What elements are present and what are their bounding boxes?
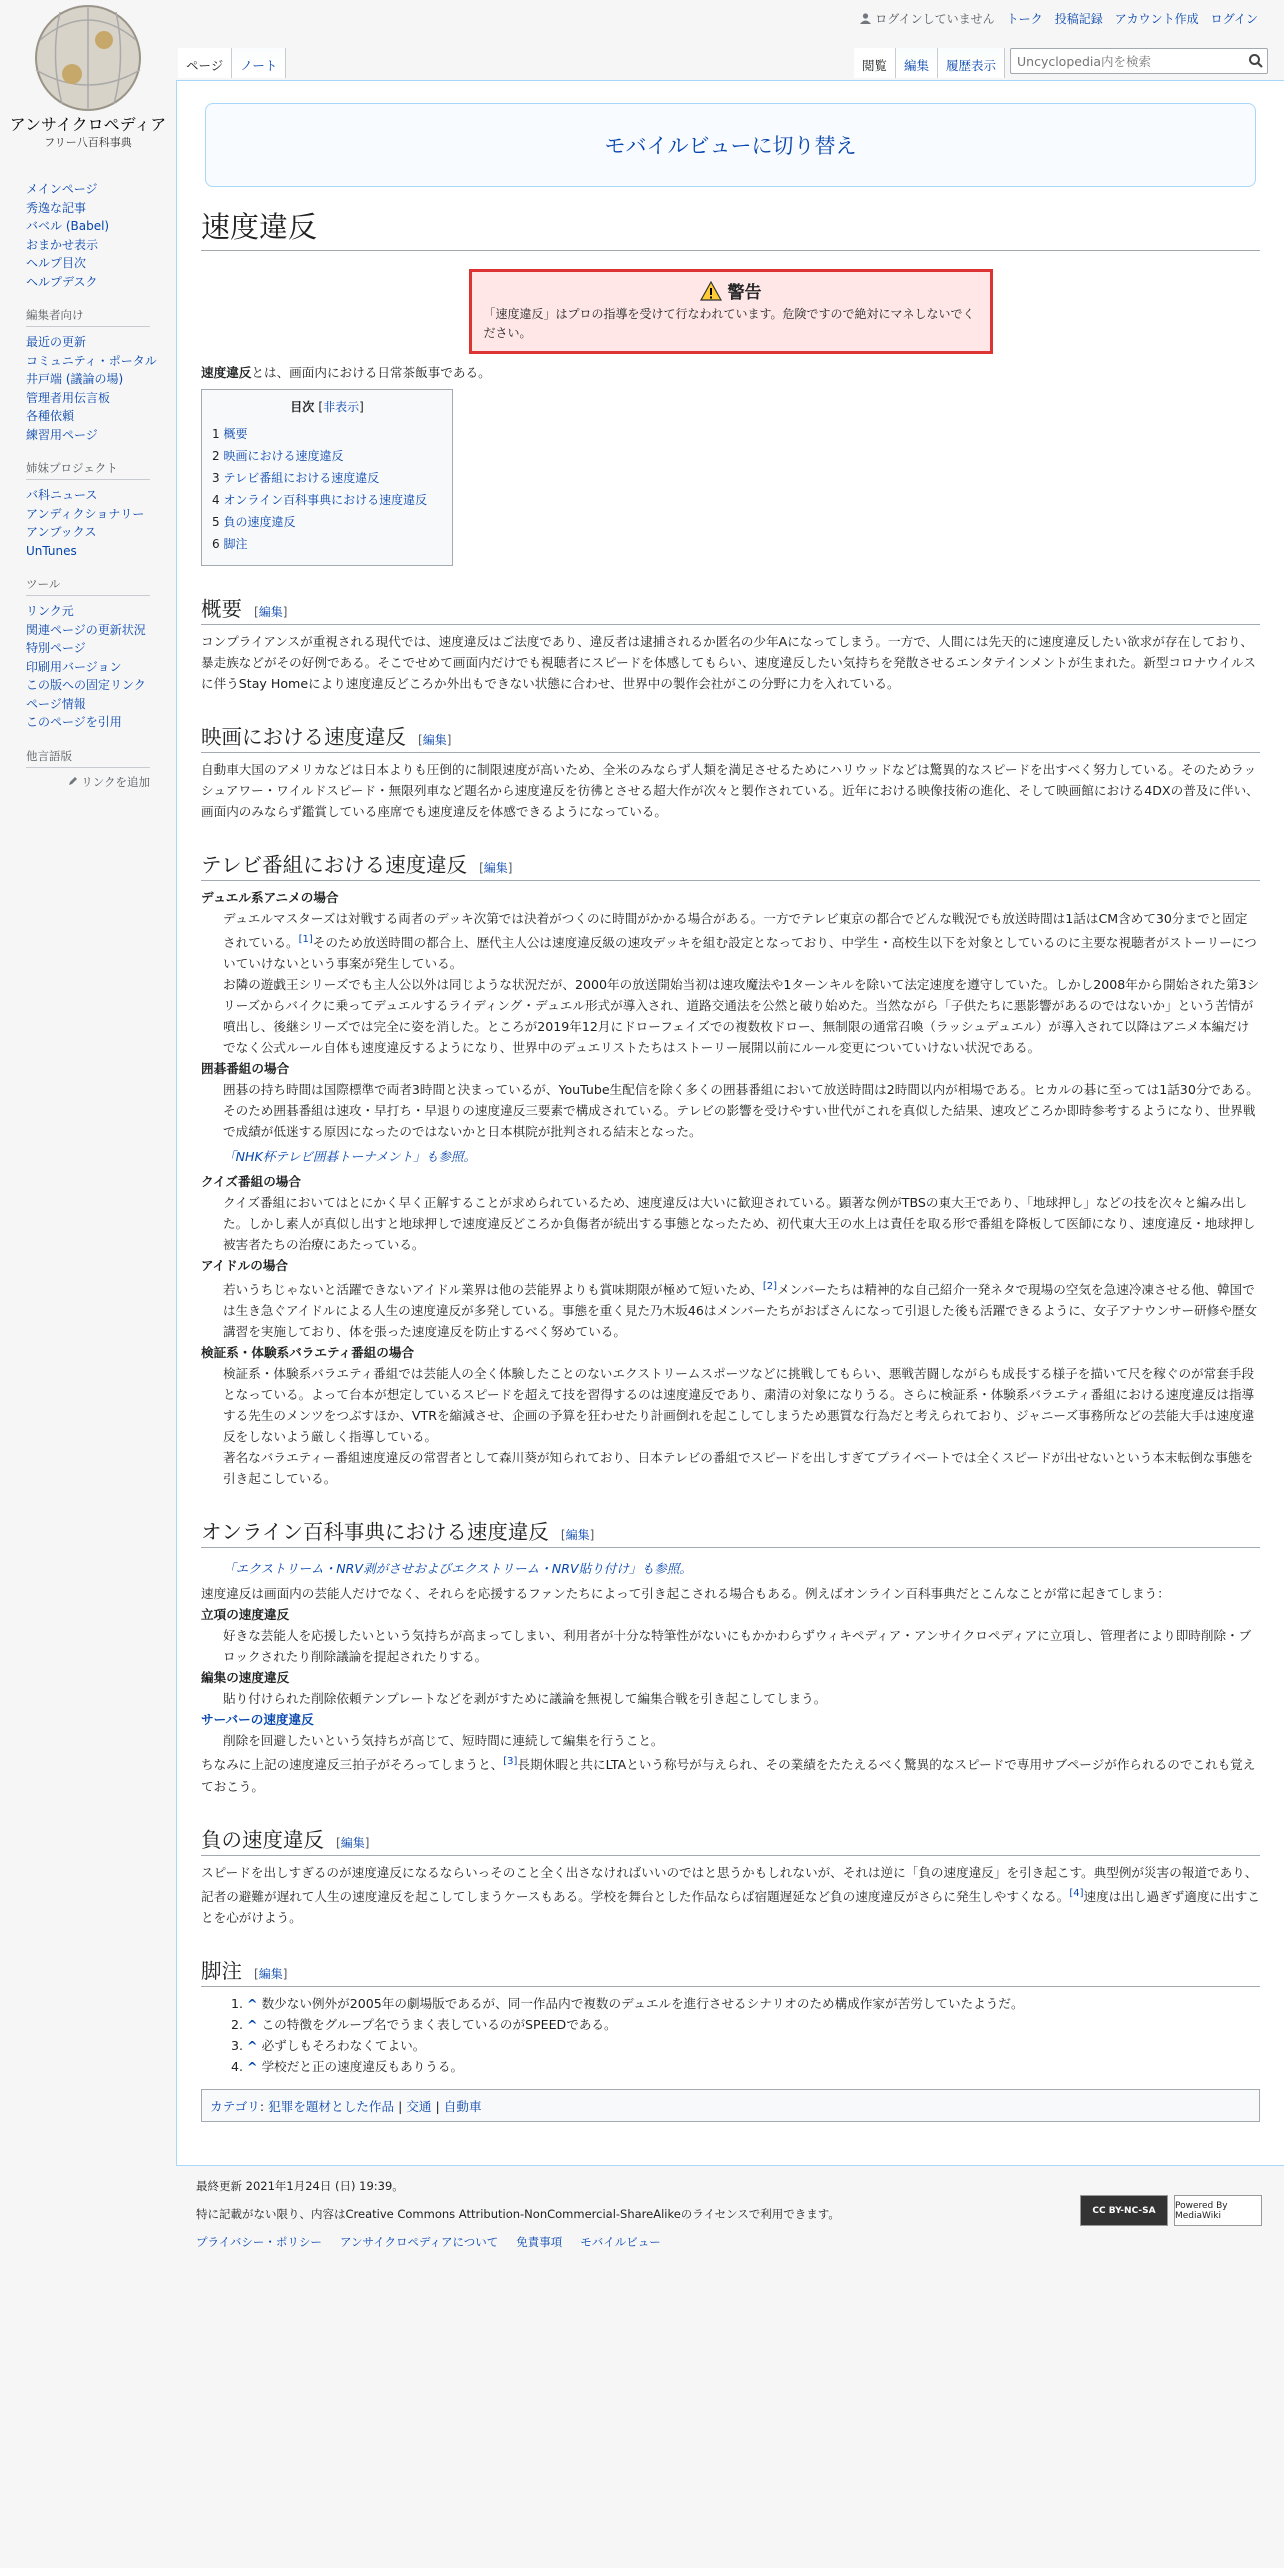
definition-term: サーバーの速度違反 [201,1712,314,1728]
footer-privacy[interactable]: プライバシー・ポリシー [196,2235,322,2249]
category-links: カテゴリ: 犯罪を題材とした作品 | 交通 | 自動車 [201,2089,1260,2122]
user-icon [860,13,871,24]
definition-text: デュエルマスターズは対戦する両者のデッキ次第では決着がつくのに時間がかかる場合がある。一方でテレビ東京の都合でどんな戦況でも放送時間は1話はCM含めて30分までと固定されている。[1]そのため放送時間の都合上、歴代主人公は速度違反級の速攻デッキを組む設定となっており、中学生・高校生以下を対象としているのに主要な視聴者がストーリーについていけないという事案が発生している。 [223,911,1257,972]
reference-item: 1. ^ 数少ない例外が2005年の劇場版であるが、同一作品内で複数のデュエルを進行させるシナリオのため構成作家が苦労していたようだ。 [247,1993,1260,2014]
reference-item: 4. ^ 学校だと正の速度違反もありうる。 [247,2056,1260,2077]
reference-item: 3. ^ 必ずしもそろわなくてよい。 [247,2035,1260,2056]
toc-item[interactable]: 映画における速度違反 [223,449,344,463]
overview-paragraph: コンプライアンスが重視される現代では、速度違反はご法度であり、違反者は逮捕されるか匿名の少年Aになってしまう。一方で、人間には先天的に速度違反したい欲求が存在しており、暴走族などがその好例である。そこでせめて画面内だけでも視聴者にスピードを体感してもらい、速度違反したい気持ちを発散させるエンタテインメントが生まれた。新型コロナウイルスに伴うStay Homeにより速度違反どころか外出もできない状態に合わせ、世界中の製作会社がこの分野に力を入れている。 [201,634,1256,691]
intro-paragraph: 速度違反とは、画面内における日常茶飯事である。 [201,365,491,380]
section-heading: テレビ番組における速度違反 [編集] [201,848,1260,881]
mobile-view-switch[interactable]: モバイルビューに切り替え [205,103,1256,187]
online-paragraph-2: ちなみに上記の速度違反三拍子がそろってしまうと、[3]長期休暇と共にLTAという称号が与えられ、その業績をたたえるべく驚異的なスピードで専用サブページが作られるのでこれも覚えておこう。 [201,1756,1256,1794]
intro-bold: 速度違反 [201,365,252,380]
sidebar-item-special[interactable]: 特別ページ [26,641,86,655]
sidebar [0,180,176,806]
references-list [231,1993,1260,2077]
definition-text: お隣の遊戯王シリーズでも主人公以外は同じような状況だが、2000年の放送開始当初は速攻魔法や1ターンキルを除いて法定速度を遵守していた。しかし2008年から開始された第3シリーズからバイクに乗ってデュエルするライディング・デュエル形式が導入され、道路交通法を公然と破り始めた。当然ながら「子供たちに悪影響があるのではないか」という苦情が噴出し、後継シリーズでは完全に姿を消した。ところが2019年12月にドローフェイズでの複数枚ドロー、無制限の通常召喚（ラッシュデュエル）が導入されて以降はアニメ本編だけでなく公式ルール自体も速度違反するようになり、世界中のデュエリストたちはストーリー展開以前にルール変更についていけない状況である。 [223,977,1260,1056]
ref-link[interactable]: [1] [298,934,313,945]
sidebar-editors [26,307,176,444]
category-item[interactable]: 自動車 [443,2098,482,2114]
license-text: 特に記載がない限り、内容はCreative Commons Attribution-NonCommercial-ShareAlikeのライセンスで利用できます。 [196,2207,840,2221]
sidebar-item-random[interactable]: おまかせ表示 [26,237,99,252]
sidebar-sister [26,460,176,560]
online-paragraph: 速度違反は画面内の芸能人だけでなく、それらを応援するファンたちによって引き起こされる場合もある。例えばオンライン百科事典だとこんなことが常に起きてしまう： [201,1586,1170,1602]
tab-read[interactable]: 閲覧 [854,48,896,78]
sidebar-navigation [26,180,176,291]
ref-link[interactable]: [4] [1069,1887,1084,1899]
contributions-link[interactable]: 投稿記録 [1054,12,1103,26]
toc-item[interactable]: 脚注 [223,537,248,551]
sidebar-item-portal[interactable]: コミュニティ・ポータル [26,353,157,368]
portal-heading: 姉妹プロジェクト [26,460,150,480]
not-logged-in: ログインしていません [860,10,994,27]
section-edit-link[interactable]: 編集 [565,1528,590,1543]
sidebar-item-info[interactable]: ページ情報 [26,696,86,711]
sidebar-item-helpdesk[interactable]: ヘルプデスク [26,274,98,289]
section-heading: オンライン百科事典における速度違反 [編集] [201,1515,1260,1548]
movie-paragraph: 自動車大国のアメリカなどは日本よりも圧倒的に制限速度が高いため、全米のみならず人類を満足させるためにハリウッドなどは驚異的なスピードを出すべく努力している。そのためラッシュアワー・ワイルドスピード・無限列車など題名から速度違反を彷彿とさせる超大作が次々と製作されている。近年における映像技術の進化、そして映画館における4DXの普及に伴い、画面内のみならず鑑賞している座席でも速度違反を体感できるようになっている。 [201,762,1259,819]
sidebar-item-untunes[interactable]: UnTunes [26,543,77,558]
sidebar-item-babel[interactable]: バベル (Babel) [26,219,110,233]
sidebar-item-permalink[interactable]: この版への固定リンク [26,678,146,692]
sidebar-item-whatlinks[interactable]: リンク元 [26,604,74,618]
definition-term: 編集の速度違反 [201,1670,290,1686]
page-title: 速度違反 [201,205,1260,251]
portal-heading: ツール [26,576,150,596]
tab-history[interactable]: 履歴表示 [938,48,1005,78]
warning-icon [700,281,722,301]
footer-about[interactable]: アンサイクロペディアについて [339,2235,499,2249]
search-input[interactable] [1010,48,1268,74]
definition-text: 検証系・体験系バラエティ番組では芸能人の全く体験したことのないエクストリームスポーツなどに挑戦してもらい、悪戦苦闘しながらも成長する様子を描いて尺を稼ぐのが常套手段となっている。よって台本が想定しているスピードを超えて技を習得するのは速度違反であり、粛清の対象になりうる。さらに検証系・体験系バラエティ番組における速度違反は指導する先生のメンツをつぶすほか、VTRを縮減させ、企画の予算を狂わせたり計画倒れを起こしてしまうため悪質な行為だと考えられており、ジャニーズ事務所などの芸能大手は速度違反をしないよう厳しく指導している。 [223,1366,1255,1445]
section-heading: 負の速度違反 [編集] [201,1823,1260,1856]
ref-link[interactable]: [2] [762,1281,778,1293]
content-area [176,80,1284,2166]
cc-license-badge[interactable]: CC BY-NC-SA [1080,2195,1168,2226]
definition-term: クイズ番組の場合 [201,1174,301,1190]
last-modified: 最終更新 2021年1月24日 (日) 19:39。 [196,2179,404,2193]
section-edit-link[interactable]: 編集 [483,861,508,875]
toc-item[interactable]: 概要 [223,427,248,441]
section-edit-link[interactable]: 編集 [340,1835,365,1850]
tab-page[interactable]: ページ [178,48,232,78]
category-label[interactable]: カテゴリ [210,2098,260,2114]
definition-text: クイズ番組においてはとにかく早く正解することが求められているため、速度違反は大いに歓迎されている。顕著な例がTBSの東大王であり、「地球押し」などの技を次々と編み出した。しかし素人が真似し出すと地球押しで速度違反どころか負傷者が続出する事態となったため、初代東大王の水上は責任を取る形で番組を降板して医師になり、速度違反・地球押し被害者たちの治療にあたっている。 [223,1195,1256,1253]
sidebar-item-dictionary[interactable]: アンディクショナリー [26,506,145,521]
toc-item[interactable]: テレビ番組における速度違反 [223,471,380,485]
hatnote: 「エクストリーム・NRV剥がさせおよびエクストリーム・NRV貼り付け」も参照。 [223,1561,692,1577]
section-edit-link[interactable]: 編集 [422,733,447,747]
create-account-link[interactable]: アカウント作成 [1114,12,1199,26]
definition-term: 囲碁番組の場合 [201,1061,290,1077]
portal-heading: 編集者向け [26,307,150,327]
footer-disclaimer[interactable]: 免責事項 [516,2235,563,2249]
sidebar-item-books[interactable]: アンブックス [26,525,97,539]
ref-link[interactable]: [3] [503,1756,518,1768]
footer-badges [1080,2195,1262,2226]
definition-term: アイドルの場合 [201,1258,289,1274]
hatnote: 「NHK杯テレビ囲碁トーナメント」も参照。 [223,1149,477,1165]
add-links[interactable]: リンクを追加 [81,774,150,789]
definition-text: 削除を回避したいという気持ちが高じて、短時間に連続して編集を行うこと。 [223,1733,664,1749]
toc-item[interactable]: 負の速度違反 [223,515,296,529]
table-of-contents: 目次 [非表示] 1 概要 2 映画における速度違反 3 テレビ番組における速度違反 4 オンライン百科事典における速度違反 5 負の速度違反 6 脚注 [201,389,453,566]
talk-link[interactable]: トーク [1006,12,1043,26]
definition-term: 検証系・体験系バラエティ番組の場合 [201,1345,415,1361]
definition-text: 若いうちじゃないと活躍できないアイドル業界は他の芸能界よりも賞味期限が極めて短いため、[2]メンバーたちは精神的な自己紹介一発ネタで現場の空気を急速冷凍させる他、韓国では生き急ぐアイドルによる人生の速度違反が多発している。事態を重く見た乃木坂46はメンバーたちがおばさんになって引退した後も活躍できるように、女子アナウンサー研修や歴女講習を実施しており、体を張った速度違反を防止するべく努めている。 [223,1281,1258,1340]
section-heading: 脚注 [編集] [201,1954,1260,1987]
definition-text: 好きな芸能人を応援したいという気持ちが高まってしまい、利用者が十分な特筆性がないにもかかわらずウィキペディア・アンサイクロペディアに立項し、管理者により即時削除・ブロックされたり削除議論を提起されたりする。 [223,1628,1252,1665]
sidebar-item-help[interactable]: ヘルプ目次 [26,256,87,270]
toc-toggle[interactable]: 非表示 [323,400,360,414]
category-item[interactable]: 交通 [406,2098,432,2114]
section-heading: 概要 [編集] [201,592,1260,625]
section-edit-link[interactable]: 編集 [258,605,283,619]
definition-text: 囲碁の持ち時間は国際標準で両者3時間と決まっているが、YouTube生配信を除く多くの囲碁番組において放送時間は2時間以内が相場である。ヒカルの碁に至っては1話30分である。そのため囲碁番組は速攻・早打ち・早退りの速度違反三要素で構成されている。テレビの影響を受けやすい世代がこれを真似した結果、速攻どころか即時参考するようになり、世界戦で成績が低迷する原因になったのではないかと日本棋院が批判される結末となった。 [223,1082,1259,1140]
negative-paragraph: スピードを出しすぎるのが速度違反になるならいっそのこと全く出さなければいいのではと思うかもしれないが、それは逆に「負の速度違反」を引き起こす。典型例が災害の報道であり、記者の避難が遅れて人生の速度違反を起こしてしまうケースもある。学校を舞台とした作品ならば宿題遅延など負の速度違反がさらに発生しやすくなる。[4]速度は出し過ぎず適度に出すことを心がけよう。 [201,1864,1260,1925]
toc-item[interactable]: オンライン百科事典における速度違反 [223,493,428,507]
sidebar-languages [26,748,176,790]
logo-title: アンサイクロペディア [9,115,167,134]
warning-body: 「速度違反」はプロの指導を受けて行なわれています。危険ですので絶対にマネしないでください。 [483,307,975,340]
tab-edit[interactable]: 編集 [896,48,938,78]
section-edit-link[interactable]: 編集 [258,1966,283,1981]
sidebar-item-village[interactable]: 井戸端 (議論の場) [26,372,124,386]
definition-term: 立項の速度違反 [201,1607,290,1623]
section-heading: 映画における速度違反 [編集] [201,720,1260,753]
logo-subtitle: フリー八百科事典 [44,136,132,149]
tab-talk[interactable]: ノート [232,48,286,78]
sidebar-item-news[interactable]: バ科ニュース [26,488,98,502]
login-link[interactable]: ログイン [1210,12,1258,26]
warning-title: 警告 [727,283,762,303]
footer-mobile[interactable]: モバイルビュー [580,2235,661,2249]
sidebar-item-related[interactable]: 関連ページの更新状況 [26,622,146,637]
definition-text: 貼り付けられた削除依頼テンプレートなどを剥がすために議論を無視して編集合戦を引き起こしてしまう。 [223,1691,827,1707]
sidebar-item-recent[interactable]: 最近の更新 [26,335,87,349]
sidebar-item-requests[interactable]: 各種依頼 [26,409,75,423]
sidebar-item-cite[interactable]: このページを引用 [26,715,122,729]
sidebar-item-admin-board[interactable]: 管理者用伝言板 [26,390,111,405]
namespace-tabs [178,48,286,78]
mediawiki-badge[interactable]: Powered By MediaWiki [1174,2195,1262,2226]
sidebar-item-main[interactable]: メインページ [26,182,98,196]
search-icon[interactable] [1248,53,1264,69]
view-tabs [854,48,1005,78]
category-item[interactable]: 犯罪を題材とした作品 [268,2098,395,2114]
toc-title: 目次 [290,400,315,414]
sidebar-tools [26,576,176,732]
warning-box [469,269,993,354]
reference-item: 2. ^ この特徴をグループ名でうまく表しているのがSPEEDである。 [247,2014,1260,2035]
definition-term: デュエル系アニメの場合 [201,890,339,905]
sidebar-item-sandbox[interactable]: 練習用ページ [26,427,98,442]
sidebar-item-print[interactable]: 印刷用バージョン [26,659,122,674]
pencil-icon [68,776,78,786]
definition-text: 著名なバラエティー番組速度違反の常習者として森川葵が知られており、日本テレビの番組でスピードを出しすぎてプライベートでは全くスピードが出せないという本末転倒な事態を引き起こしている。 [223,1450,1254,1487]
portal-heading: 他言語版 [26,748,150,768]
sidebar-item-featured[interactable]: 秀逸な記事 [26,200,87,215]
personal-tools [860,10,1258,27]
